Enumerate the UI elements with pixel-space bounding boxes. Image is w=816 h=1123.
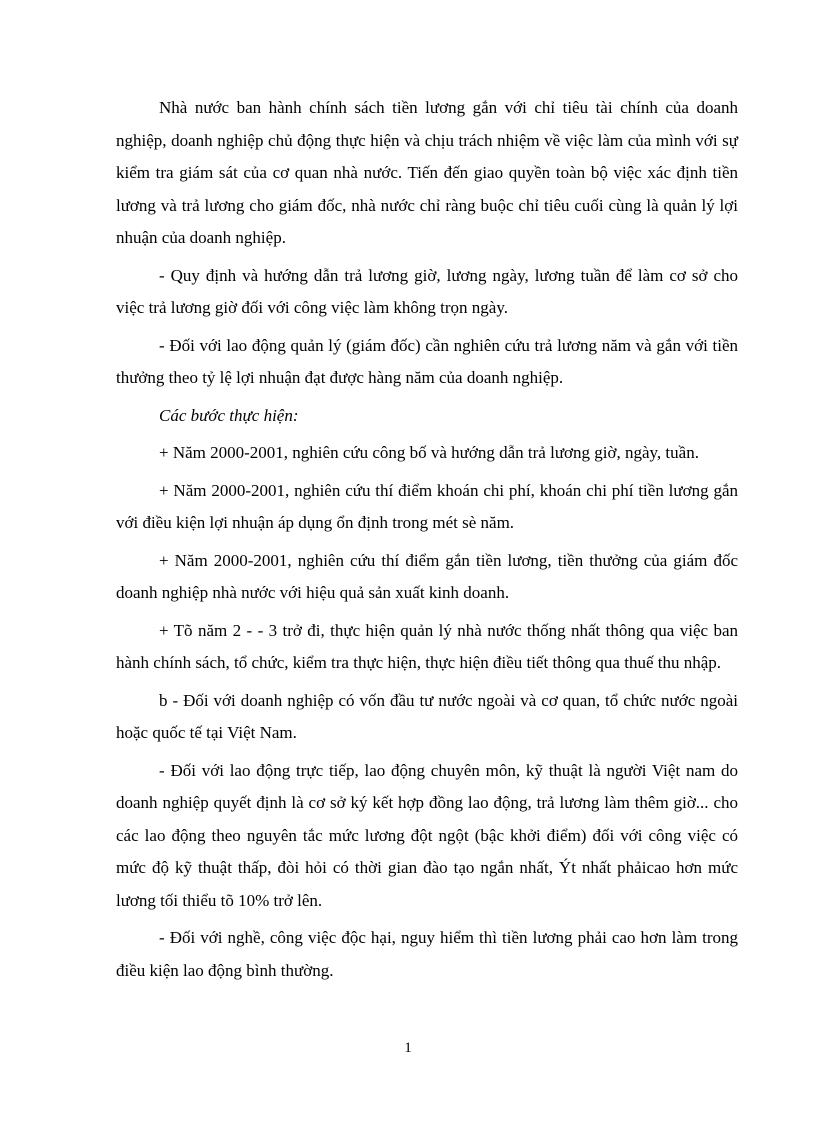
paragraph-step-1: + Năm 2000-2001, nghiên cứu công bố và hướng dẫn trả lương giờ, ngày, tuần. — [159, 443, 699, 462]
paragraph-step-2: + Năm 2000-2001, nghiên cứu thí điểm khoán chi phí, khoán chi phí tiền lương gắn với điều kiện lợi nhuận áp dụng ổn định trong mét sè năm. — [116, 480, 738, 532]
paragraph-hazardous-work: - Đối với nghề, công việc độc hại, nguy hiểm thì tiền lương phải cao hơn làm trong điều kiện lao động bình thường. — [116, 928, 738, 980]
paragraph-policy-overview: Nhà nước ban hành chính sách tiền lương gắn với chỉ tiêu tài chính của doanh nghiệp, doanh nghiệp chủ động thực hiện và chịu trách nhiệm về việc làm của mình với sự kiểm tra giám sát của cơ quan nhà nước. Tiến đến giao quyền toàn bộ việc xác định tiền lương và trả lương cho giám đốc, nhà nước chỉ ràng buộc chỉ tiêu cuối cùng là quản lý lợi nhuận của doanh nghiệp. — [116, 98, 738, 247]
page-number: 1 — [404, 1040, 412, 1056]
paragraph-foreign-enterprise: b - Đối với doanh nghiệp có vốn đầu tư nước ngoài và cơ quan, tổ chức nước ngoài hoặc quốc tế tại Việt Nam. — [116, 690, 738, 742]
document-body — [116, 92, 738, 992]
paragraph-direct-labor: - Đối với lao động trực tiếp, lao động chuyên môn, kỹ thuật là người Việt nam do doanh nghiệp quyết định là cơ sở ký kết hợp đồng lao động, trả lương làm thêm giờ... cho các lao động theo nguyên tắc mức lương đột ngột (bậc khởi điểm) đối với công việc có mức độ kỹ thuật thấp, đòi hỏi có thời gian đào tạo ngắn nhất, Ýt nhất phảicao hơn mức lương tối thiểu tõ 10% trở lên. — [116, 760, 738, 910]
paragraph-step-3: + Năm 2000-2001, nghiên cứu thí điểm gắn tiền lương, tiền thưởng của giám đốc doanh nghiệp nhà nước với hiệu quả sản xuất kinh doanh. — [116, 550, 738, 602]
paragraph-steps-heading: Các bước thực hiện: — [159, 405, 299, 425]
paragraph-step-4: + Tõ năm 2 - - 3 trở đi, thực hiện quản lý nhà nước thống nhất thông qua việc ban hành chính sách, tổ chức, kiểm tra thực hiện, thực hiện điều tiết thông qua thuế thu nhập. — [116, 620, 738, 672]
paragraph-hourly-wage: - Quy định và hướng dẫn trả lương giờ, lương ngày, lương tuần để làm cơ sở cho việc trả lương giờ đối với công việc làm không trọn ngày. — [116, 265, 738, 317]
paragraph-manager-wage: - Đối với lao động quản lý (giám đốc) cần nghiên cứu trả lương năm và gắn với tiền thưởng theo tỷ lệ lợi nhuận đạt được hàng năm của doanh nghiệp. — [116, 335, 738, 387]
